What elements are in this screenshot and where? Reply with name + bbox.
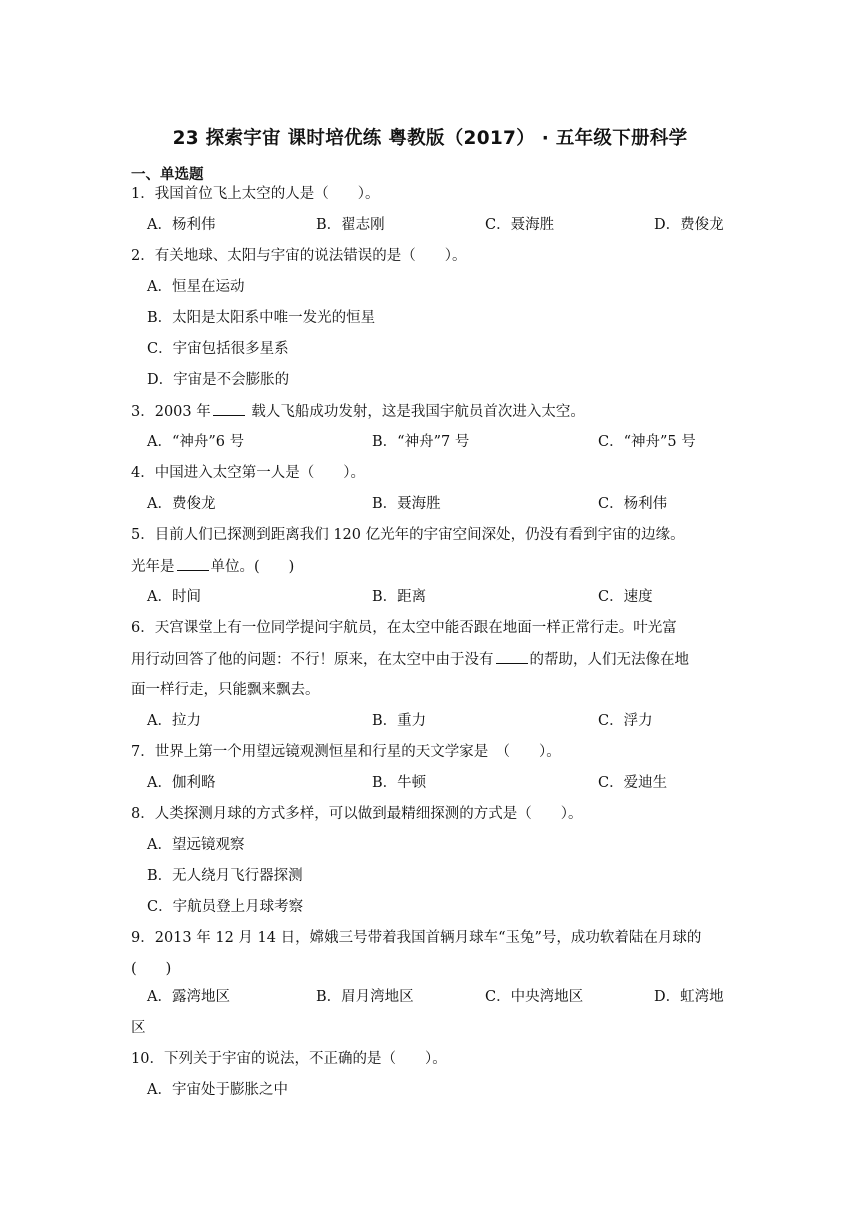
question-6-stem-end: 的帮助，人们无法像在地 xyxy=(529,652,689,668)
page-title: 23 探索宇宙 课时培优练 粤教版（2017） · 五年级下册科学 xyxy=(172,128,688,149)
question-8-option-a[interactable]: A．望远镜观察 xyxy=(147,837,245,853)
question-5-option-a[interactable]: A．时间 xyxy=(147,589,201,605)
question-1-stem: 1．我国首位飞上太空的人是（ ）。 xyxy=(131,186,380,202)
question-3-stem-end: 载人飞船成功发射，这是我国宇航员首次进入太空。 xyxy=(246,404,585,420)
question-3-option-b[interactable]: B．“神舟”7 号 xyxy=(372,434,470,450)
question-3-stem xyxy=(131,401,585,422)
question-9-stem-line-1: 9．2013 年 12 月 14 日，嫦娥三号带着我国首辆月球车“玉兔”号，成功软着陆在月球的 xyxy=(131,930,702,946)
question-4-option-a[interactable]: A．费俊龙 xyxy=(147,496,216,512)
question-5-stem-end: 单位。( ) xyxy=(210,559,295,575)
question-10-option-a[interactable]: A．宇宙处于膨胀之中 xyxy=(147,1082,288,1098)
question-9-option-c[interactable]: C．中央湾地区 xyxy=(485,989,584,1005)
question-4-stem: 4．中国进入太空第一人是（ ）。 xyxy=(131,465,365,481)
question-9-option-d-wrap: 区 xyxy=(131,1020,146,1036)
question-9-stem-line-2: ( ) xyxy=(131,961,172,977)
question-6-option-b[interactable]: B．重力 xyxy=(372,713,427,729)
answer-blank[interactable] xyxy=(496,649,528,664)
section-heading: 一、单选题 xyxy=(131,167,204,183)
question-9-option-d[interactable]: D．虹湾地 xyxy=(654,989,724,1005)
question-6-option-c[interactable]: C．浮力 xyxy=(598,713,653,729)
question-7-option-b[interactable]: B．牛顿 xyxy=(372,775,427,791)
question-7-option-a[interactable]: A．伽利略 xyxy=(147,775,216,791)
question-4-option-c[interactable]: C．杨利伟 xyxy=(598,496,668,512)
question-9-option-a[interactable]: A．露湾地区 xyxy=(147,989,230,1005)
question-7-option-c[interactable]: C．爱迪生 xyxy=(598,775,668,791)
question-8-option-c[interactable]: C．宇航员登上月球考察 xyxy=(147,899,304,915)
question-6-stem-start: 用行动回答了他的问题：不行！原来，在太空中由于没有 xyxy=(131,652,494,668)
question-5-stem-start: 光年是 xyxy=(131,559,175,575)
answer-blank[interactable] xyxy=(213,401,245,416)
question-6-option-a[interactable]: A．拉力 xyxy=(147,713,201,729)
question-6-stem-line-2 xyxy=(131,649,689,670)
question-2-option-b[interactable]: B．太阳是太阳系中唯一发光的恒星 xyxy=(147,310,376,326)
question-8-option-b[interactable]: B．无人绕月飞行器探测 xyxy=(147,868,303,884)
question-8-stem: 8．人类探测月球的方式多样，可以做到最精细探测的方式是（ ）。 xyxy=(131,806,583,822)
question-2-option-d[interactable]: D．宇宙是不会膨胀的 xyxy=(147,372,290,388)
question-10-stem: 10．下列关于宇宙的说法，不正确的是（ ）。 xyxy=(131,1051,447,1067)
question-7-stem: 7．世界上第一个用望远镜观测恒星和行星的天文学家是 （ ）。 xyxy=(131,744,561,760)
question-5-stem-line-1: 5．目前人们已探测到距离我们 120 亿光年的宇宙空间深处，仍没有看到宇宙的边缘。 xyxy=(131,527,685,543)
question-9-option-b[interactable]: B．眉月湾地区 xyxy=(316,989,414,1005)
question-5-option-c[interactable]: C．速度 xyxy=(598,589,653,605)
question-4-option-b[interactable]: B．聂海胜 xyxy=(372,496,441,512)
question-1-option-b[interactable]: B．翟志刚 xyxy=(316,217,385,233)
question-3-option-a[interactable]: A．“神舟”6 号 xyxy=(147,434,245,450)
question-1-option-d[interactable]: D．费俊龙 xyxy=(654,217,724,233)
question-3-option-c[interactable]: C．“神舟”5 号 xyxy=(598,434,696,450)
question-1-option-c[interactable]: C．聂海胜 xyxy=(485,217,555,233)
question-5-option-b[interactable]: B．距离 xyxy=(372,589,427,605)
question-6-stem-line-1: 6．天宫课堂上有一位同学提问宇航员，在太空中能否跟在地面一样正常行走。叶光富 xyxy=(131,620,677,636)
question-3-stem-start: 3．2003 年 xyxy=(131,404,211,420)
question-5-stem-line-2 xyxy=(131,556,294,577)
question-2-option-a[interactable]: A．恒星在运动 xyxy=(147,279,245,295)
answer-blank[interactable] xyxy=(177,556,209,571)
question-2-option-c[interactable]: C．宇宙包括很多星系 xyxy=(147,341,289,357)
question-1-option-a[interactable]: A．杨利伟 xyxy=(147,217,216,233)
question-2-stem: 2．有关地球、太阳与宇宙的说法错误的是（ ）。 xyxy=(131,248,467,264)
question-6-stem-line-3: 面一样行走，只能飘来飘去。 xyxy=(131,682,320,698)
